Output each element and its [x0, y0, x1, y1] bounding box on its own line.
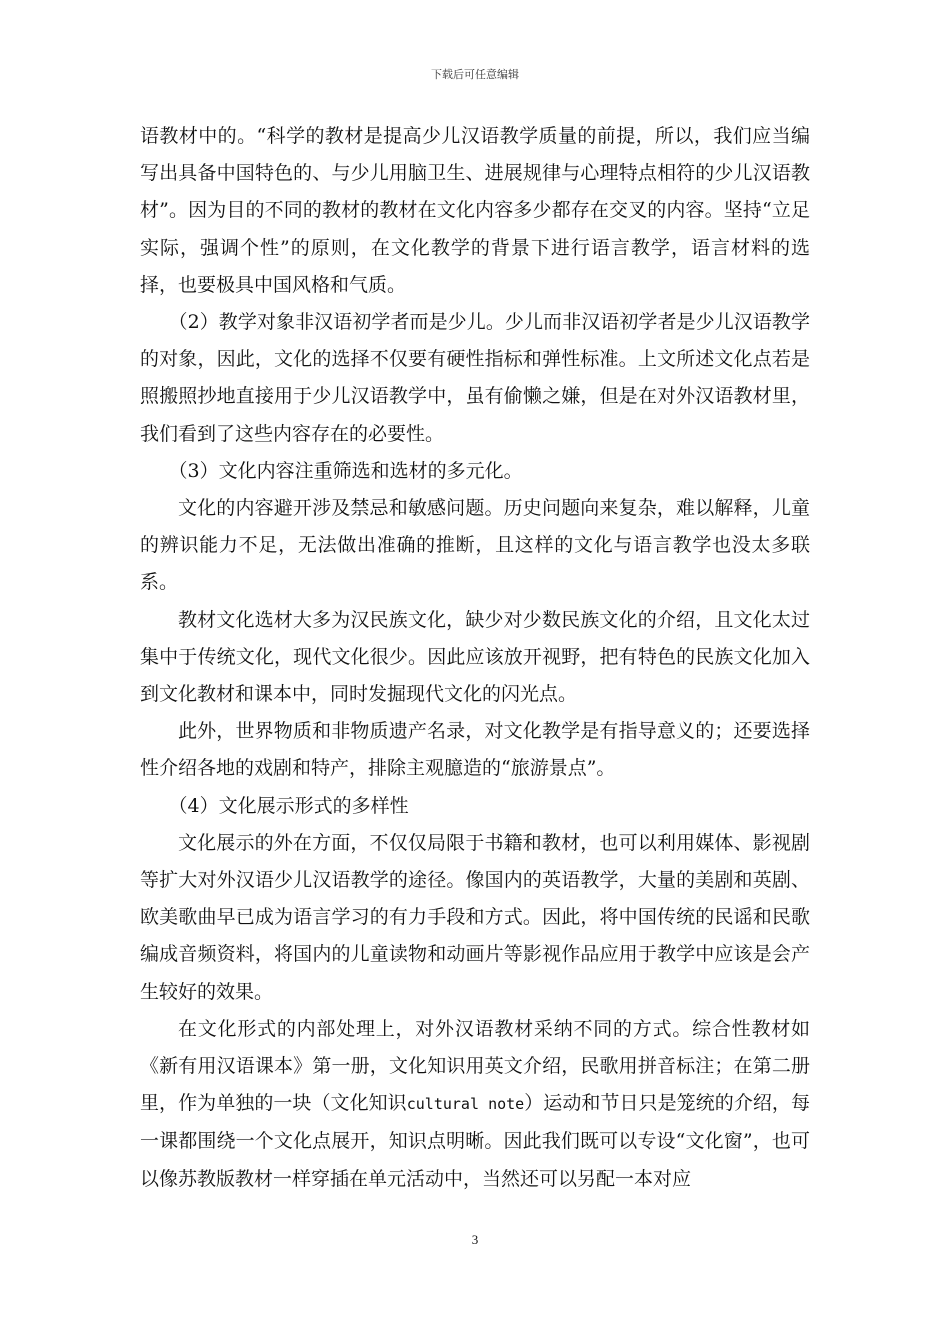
- paragraph-point-4-heading: （4）文化展示形式的多样性: [168, 794, 409, 817]
- text-segment: ）运动和节日只是笼统的介绍，每一课都围绕一个文化点展开，知识点明晰。因此我们既可以专设“文化窗”，也可以像苏教版教材一样穿插在单元活动中，当然还可以另配一本对应: [140, 1092, 810, 1190]
- paragraph-continuation: 语教材中的。“科学的教材是提高少儿汉语教学质量的前提，所以，我们应当编写出具备中国特色的、与少儿用脑卫生、进展规律与心理特点相符的少儿汉语教材”。因为目的不同的教材的教材在文化内容多少都存在交叉的内容。坚持“立足实际，强调个性”的原则，在文化教学的背景下进行语言教学，语言材料的选择，也要极具中国风格和气质。: [140, 125, 810, 296]
- paragraph-point-3-heading: （3）文化内容注重筛选和选材的多元化。: [168, 459, 523, 482]
- paragraph-heritage: 此外，世界物质和非物质遗产名录，对文化教学是有指导意义的；还要选择性介绍各地的戏剧和特产，排除主观臆造的“旅游景点”。: [140, 720, 810, 780]
- text-segment: 在文化形式的内部处理上，对外汉语教材采纳不同的方式。综合性教材如《新有用汉语课本》第一册，文化知识用英文介绍，民歌用拼音标注；在第二册里，作为单独的一块（文化知识: [140, 1017, 810, 1115]
- paragraph-ethnic-culture: 教材文化选材大多为汉民族文化，缺少对少数民族文化的介绍，且文化太过集中于传统文化，现代文化很少。因此应该放开视野，把有特色的民族文化加入到文化教材和课本中，同时发掘现代文化的闪光点。: [140, 608, 810, 706]
- paragraph-internal-form: [140, 1011, 810, 1198]
- paragraph-taboo: 文化的内容避开涉及禁忌和敏感问题。历史问题向来复杂，难以解释，儿童的辨识能力不足，无法做出准确的推断，且这样的文化与语言教学也没太多联系。: [140, 497, 810, 594]
- paragraph-point-2: （2）教学对象非汉语初学者而是少儿。少儿而非汉语初学者是少儿汉语教学的对象，因此，文化的选择不仅要有硬性指标和弹性标准。上文所述文化点若是照搬照抄地直接用于少儿汉语教学中，虽有偷懒之嫌，但是在对外汉语教材里，我们看到了这些内容存在的必要性。: [140, 311, 810, 445]
- paragraph-media: 文化展示的外在方面，不仅仅局限于书籍和教材，也可以利用媒体、影视剧等扩大对外汉语少儿汉语教学的途径。像国内的英语教学，大量的美剧和英剧、欧美歌曲早已成为语言学习的有力手段和方式。因此，将中国传统的民谣和民歌编成音频资料，将国内的儿童读物和动画片等影视作品应用于教学中应该是会产生较好的效果。: [140, 831, 810, 1003]
- page-number: 3: [471, 1232, 479, 1247]
- body-text: [140, 118, 810, 1198]
- english-term: cultural note: [406, 1095, 525, 1114]
- page-header: 下载后可任意编辑: [431, 68, 519, 81]
